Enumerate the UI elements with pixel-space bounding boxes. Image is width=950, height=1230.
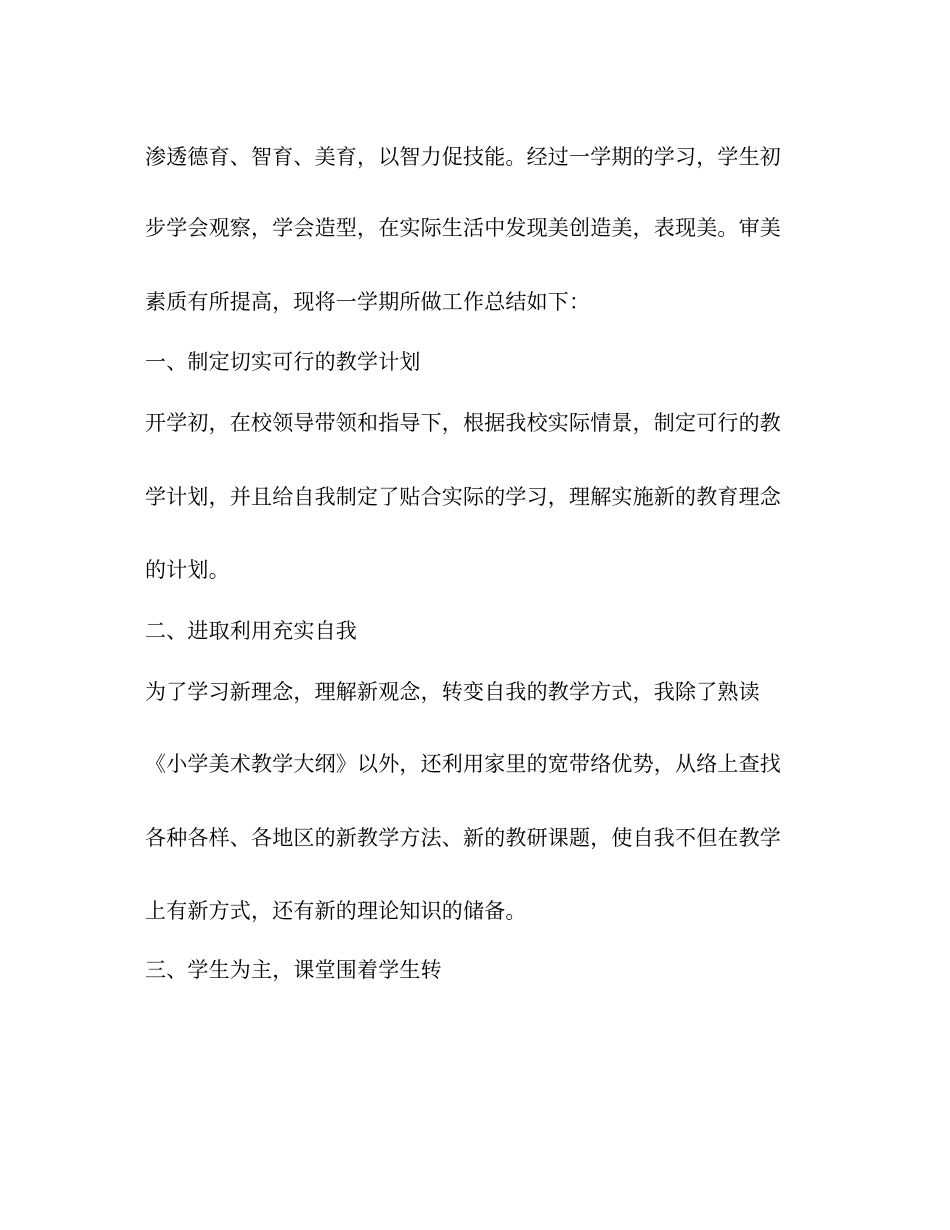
body-text-line: 开学初，在校领导带领和指导下，根据我校实际情景，制定可行的教 bbox=[145, 411, 781, 435]
body-text-line: 上有新方式，还有新的理论知识的储备。 bbox=[145, 899, 527, 923]
body-text-line: 渗透德育、智育、美育，以智力促技能。经过一学期的学习，学生初 bbox=[145, 145, 781, 169]
section-heading-3: 三、学生为主，课堂围着学生转 bbox=[145, 958, 442, 982]
body-text-line: 各种各样、各地区的新教学方法、新的教研课题，使自我不但在教学 bbox=[145, 826, 781, 850]
body-text-line: 步学会观察，学会造型，在实际生活中发现美创造美，表现美。审美 bbox=[145, 216, 781, 240]
section-heading-2: 二、进取利用充实自我 bbox=[145, 619, 357, 643]
body-text-line: 的计划。 bbox=[145, 558, 230, 582]
body-text-line: 素质有所提高，现将一学期所做工作总结如下： bbox=[145, 290, 591, 314]
body-text-line: 《小学美术教学大纲》以外，还利用家里的宽带络优势，从络上查找 bbox=[145, 752, 781, 776]
section-heading-1: 一、制定切实可行的教学计划 bbox=[145, 350, 421, 374]
body-text-line: 学计划，并且给自我制定了贴合实际的学习，理解实施新的教育理念 bbox=[145, 485, 781, 509]
body-text-line: 为了学习新理念，理解新观念，转变自我的教学方式，我除了熟读 bbox=[145, 680, 760, 704]
